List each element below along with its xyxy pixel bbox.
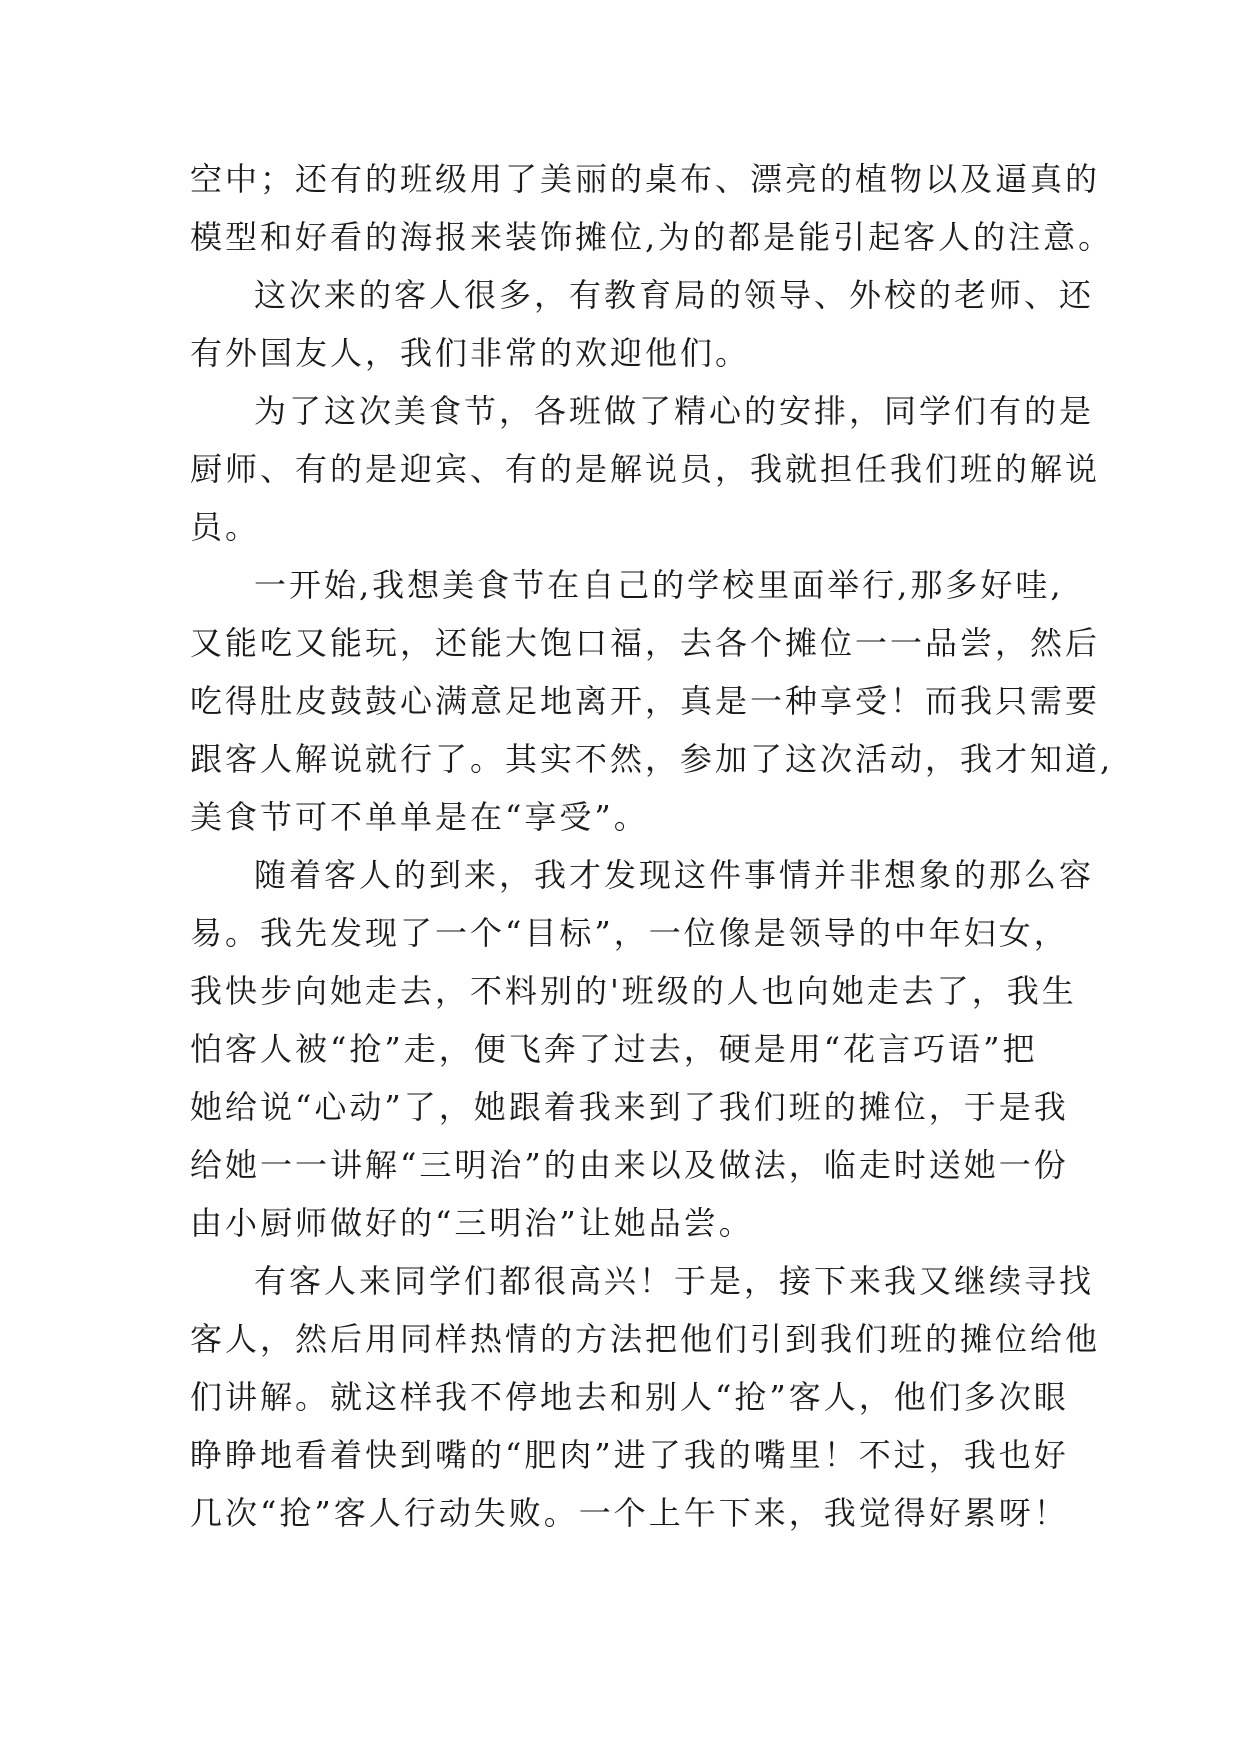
- text-line: 模型和好看的海报来装饰摊位,为的都是能引起客人的注意。: [190, 218, 1114, 256]
- text-line: 跟客人解说就行了。其实不然，参加了这次活动，我才知道,: [190, 740, 1114, 778]
- document-body: [190, 150, 1114, 1542]
- text-line: 我快步向她走去，不料别的'班级的人也向她走去了，我生: [190, 972, 1077, 1010]
- text-line: 客人，然后用同样热情的方法把他们引到我们班的摊位给他: [190, 1320, 1101, 1358]
- text-line: 怕客人被“抢”走，便飞奔了过去，硬是用“花言巧语”把: [190, 1030, 1038, 1068]
- text-line: 她给说“心动”了，她跟着我来到了我们班的摊位，于是我: [190, 1088, 1069, 1126]
- paragraph: [190, 382, 1101, 556]
- text-line: 由小厨师做好的“三明治”让她品尝。: [190, 1204, 754, 1242]
- text-line: 有客人来同学们都很高兴！于是，接下来我又继续寻找: [254, 1262, 1095, 1300]
- paragraph: [190, 266, 1095, 382]
- text-line: 厨师、有的是迎宾、有的是解说员，我就担任我们班的解说: [190, 450, 1101, 488]
- text-line: 吃得肚皮鼓鼓心满意足地离开，真是一种享受！而我只需要: [190, 682, 1101, 720]
- text-line: 美食节可不单单是在“享受”。: [190, 798, 649, 836]
- text-line: 一开始,我想美食节在自己的学校里面举行,那多好哇,: [254, 566, 1064, 604]
- text-line: 给她一一讲解“三明治”的由来以及做法，临走时送她一份: [190, 1146, 1069, 1184]
- text-line: 为了这次美食节，各班做了精心的安排，同学们有的是: [254, 392, 1095, 430]
- text-line: 这次来的客人很多，有教育局的领导、外校的老师、还: [254, 276, 1095, 314]
- text-line: 随着客人的到来，我才发现这件事情并非想象的那么容: [254, 856, 1095, 894]
- text-line: 空中；还有的班级用了美丽的桌布、漂亮的植物以及逼真的: [190, 160, 1101, 198]
- paragraph: [190, 846, 1095, 1252]
- text-line: 们讲解。就这样我不停地去和别人“抢”客人，他们多次眼: [190, 1378, 1069, 1416]
- text-line: 员。: [190, 508, 261, 546]
- text-line: 睁睁地看着快到嘴的“肥肉”进了我的嘴里！不过，我也好: [190, 1436, 1069, 1474]
- text-line: 又能吃又能玩，还能大饱口福，去各个摊位一一品尝，然后: [190, 624, 1101, 662]
- text-line: 易。我先发现了一个“目标”，一位像是领导的中年妇女，: [190, 914, 1069, 952]
- paragraph: [190, 1252, 1101, 1542]
- text-line: 有外国友人，我们非常的欢迎他们。: [190, 334, 751, 372]
- paragraph: [190, 556, 1114, 846]
- text-line: 几次“抢”客人行动失败。一个上午下来，我觉得好累呀！: [190, 1494, 1069, 1532]
- paragraph: [190, 150, 1114, 266]
